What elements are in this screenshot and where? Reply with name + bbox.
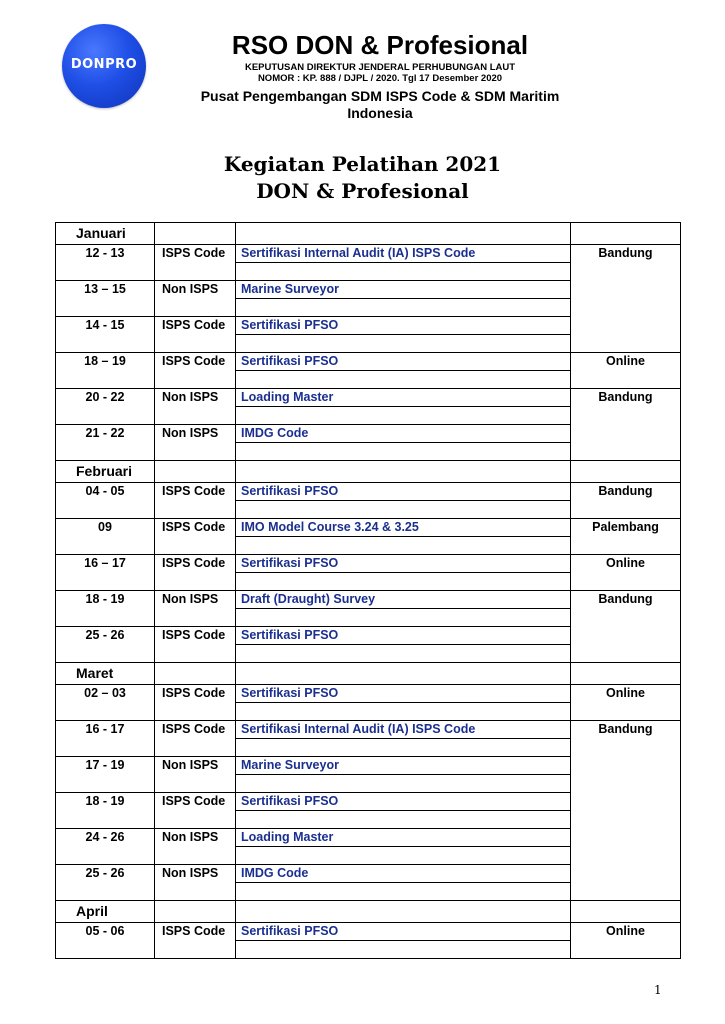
month-category-blank bbox=[155, 461, 236, 483]
date-cell: 16 – 17 bbox=[56, 555, 155, 573]
location-cell bbox=[571, 425, 681, 443]
month-location-blank bbox=[571, 461, 681, 483]
month-location-blank bbox=[571, 223, 681, 245]
course-cell: IMO Model Course 3.24 & 3.25 bbox=[236, 519, 571, 537]
month-category-blank bbox=[155, 901, 236, 923]
category-spacer bbox=[155, 407, 236, 425]
course-cell: Sertifikasi PFSO bbox=[236, 555, 571, 573]
location-cell bbox=[571, 829, 681, 847]
course-spacer bbox=[236, 847, 571, 865]
page-number: 1 bbox=[654, 983, 662, 997]
category-cell: Non ISPS bbox=[155, 757, 236, 775]
table-row-spacer bbox=[56, 941, 681, 959]
category-cell: ISPS Code bbox=[155, 245, 236, 263]
document-title: Kegiatan Pelatihan 2021 bbox=[223, 152, 502, 176]
month-name: Maret bbox=[56, 663, 155, 685]
date-spacer bbox=[56, 883, 155, 901]
table-row bbox=[56, 829, 681, 847]
date-spacer bbox=[56, 299, 155, 317]
date-cell: 20 - 22 bbox=[56, 389, 155, 407]
location-spacer bbox=[571, 847, 681, 865]
category-spacer bbox=[155, 883, 236, 901]
decree-line: KEPUTUSAN DIREKTUR JENDERAL PERHUBUNGAN LAUT bbox=[244, 62, 516, 73]
table-row-spacer bbox=[56, 371, 681, 389]
course-cell: Sertifikasi Internal Audit (IA) ISPS Code bbox=[236, 245, 571, 263]
location-cell: Bandung bbox=[571, 721, 681, 739]
category-spacer bbox=[155, 941, 236, 959]
table-row-spacer bbox=[56, 335, 681, 353]
course-spacer bbox=[236, 941, 571, 959]
location-cell bbox=[571, 627, 681, 645]
category-spacer bbox=[155, 573, 236, 591]
location-cell bbox=[571, 757, 681, 775]
course-spacer bbox=[236, 263, 571, 281]
date-spacer bbox=[56, 443, 155, 461]
location-spacer bbox=[571, 407, 681, 425]
location-cell: Bandung bbox=[571, 483, 681, 501]
location-cell: Bandung bbox=[571, 389, 681, 407]
date-spacer bbox=[56, 371, 155, 389]
table-row bbox=[56, 865, 681, 883]
course-spacer bbox=[236, 371, 571, 389]
date-cell: 14 - 15 bbox=[56, 317, 155, 335]
category-spacer bbox=[155, 263, 236, 281]
course-spacer bbox=[236, 501, 571, 519]
location-spacer bbox=[571, 371, 681, 389]
course-spacer bbox=[236, 703, 571, 721]
course-cell: Draft (Draught) Survey bbox=[236, 591, 571, 609]
category-spacer bbox=[155, 811, 236, 829]
table-row-spacer bbox=[56, 501, 681, 519]
location-spacer bbox=[571, 645, 681, 663]
location-cell bbox=[571, 865, 681, 883]
location-spacer bbox=[571, 775, 681, 793]
month-location-blank bbox=[571, 663, 681, 685]
category-spacer bbox=[155, 645, 236, 663]
category-spacer bbox=[155, 371, 236, 389]
center-name-line2: Indonesia bbox=[347, 105, 413, 121]
course-spacer bbox=[236, 407, 571, 425]
location-spacer bbox=[571, 573, 681, 591]
course-cell: Marine Surveyor bbox=[236, 281, 571, 299]
location-spacer bbox=[571, 739, 681, 757]
logo-text: DONPRO bbox=[70, 57, 138, 72]
month-course-blank bbox=[236, 223, 571, 245]
category-cell: Non ISPS bbox=[155, 389, 236, 407]
table-row-spacer bbox=[56, 847, 681, 865]
category-spacer bbox=[155, 443, 236, 461]
table-row bbox=[56, 353, 681, 371]
course-spacer bbox=[236, 443, 571, 461]
table-row bbox=[56, 793, 681, 811]
month-header-row bbox=[56, 663, 681, 685]
date-spacer bbox=[56, 775, 155, 793]
month-category-blank bbox=[155, 663, 236, 685]
course-cell: IMDG Code bbox=[236, 865, 571, 883]
course-cell: Sertifikasi PFSO bbox=[236, 793, 571, 811]
document-subtitle: DON & Profesional bbox=[256, 179, 469, 203]
date-cell: 09 bbox=[56, 519, 155, 537]
category-spacer bbox=[155, 609, 236, 627]
date-cell: 25 - 26 bbox=[56, 627, 155, 645]
location-cell: Palembang bbox=[571, 519, 681, 537]
table-row bbox=[56, 483, 681, 501]
month-header-row bbox=[56, 461, 681, 483]
course-cell: Sertifikasi PFSO bbox=[236, 685, 571, 703]
month-course-blank bbox=[236, 901, 571, 923]
course-spacer bbox=[236, 883, 571, 901]
month-name: Februari bbox=[56, 461, 155, 483]
month-name: April bbox=[56, 901, 155, 923]
date-spacer bbox=[56, 335, 155, 353]
location-spacer bbox=[571, 501, 681, 519]
location-cell: Online bbox=[571, 685, 681, 703]
category-cell: ISPS Code bbox=[155, 519, 236, 537]
course-cell: Sertifikasi PFSO bbox=[236, 353, 571, 371]
location-cell: Bandung bbox=[571, 245, 681, 263]
date-cell: 05 - 06 bbox=[56, 923, 155, 941]
course-cell: IMDG Code bbox=[236, 425, 571, 443]
month-location-blank bbox=[571, 901, 681, 923]
table-row-spacer bbox=[56, 299, 681, 317]
decree-number: NOMOR : KP. 888 / DJPL / 2020. Tgl 17 Desember 2020 bbox=[257, 73, 503, 84]
course-spacer bbox=[236, 299, 571, 317]
course-cell: Loading Master bbox=[236, 389, 571, 407]
category-cell: Non ISPS bbox=[155, 281, 236, 299]
donpro-logo bbox=[62, 24, 146, 108]
course-cell: Sertifikasi PFSO bbox=[236, 627, 571, 645]
course-cell: Sertifikasi Internal Audit (IA) ISPS Code bbox=[236, 721, 571, 739]
table-row bbox=[56, 721, 681, 739]
table-row bbox=[56, 923, 681, 941]
category-spacer bbox=[155, 299, 236, 317]
category-spacer bbox=[155, 537, 236, 555]
table-row-spacer bbox=[56, 609, 681, 627]
date-spacer bbox=[56, 537, 155, 555]
location-spacer bbox=[571, 443, 681, 461]
location-spacer bbox=[571, 335, 681, 353]
date-spacer bbox=[56, 739, 155, 757]
course-spacer bbox=[236, 537, 571, 555]
category-cell: ISPS Code bbox=[155, 923, 236, 941]
date-cell: 18 - 19 bbox=[56, 591, 155, 609]
date-spacer bbox=[56, 573, 155, 591]
category-cell: ISPS Code bbox=[155, 685, 236, 703]
table-row bbox=[56, 389, 681, 407]
date-spacer bbox=[56, 941, 155, 959]
category-cell: ISPS Code bbox=[155, 353, 236, 371]
table-row bbox=[56, 627, 681, 645]
course-cell: Sertifikasi PFSO bbox=[236, 923, 571, 941]
table-row bbox=[56, 425, 681, 443]
table-row bbox=[56, 317, 681, 335]
location-spacer bbox=[571, 609, 681, 627]
date-cell: 16 - 17 bbox=[56, 721, 155, 739]
category-spacer bbox=[155, 847, 236, 865]
location-spacer bbox=[571, 299, 681, 317]
table-row bbox=[56, 281, 681, 299]
category-cell: Non ISPS bbox=[155, 865, 236, 883]
category-spacer bbox=[155, 501, 236, 519]
month-course-blank bbox=[236, 663, 571, 685]
table-row-spacer bbox=[56, 645, 681, 663]
table-row-spacer bbox=[56, 573, 681, 591]
table-row bbox=[56, 757, 681, 775]
table-row bbox=[56, 685, 681, 703]
month-header-row bbox=[56, 223, 681, 245]
date-spacer bbox=[56, 645, 155, 663]
location-cell bbox=[571, 317, 681, 335]
month-name: Januari bbox=[56, 223, 155, 245]
category-spacer bbox=[155, 335, 236, 353]
table-row-spacer bbox=[56, 811, 681, 829]
table-row-spacer bbox=[56, 883, 681, 901]
table-row-spacer bbox=[56, 407, 681, 425]
category-cell: ISPS Code bbox=[155, 627, 236, 645]
category-spacer bbox=[155, 775, 236, 793]
center-name-line1: Pusat Pengembangan SDM ISPS Code & SDM Maritim bbox=[200, 88, 560, 104]
course-spacer bbox=[236, 775, 571, 793]
location-cell: Online bbox=[571, 353, 681, 371]
date-spacer bbox=[56, 407, 155, 425]
location-spacer bbox=[571, 883, 681, 901]
table-row-spacer bbox=[56, 739, 681, 757]
month-header-row bbox=[56, 901, 681, 923]
category-cell: ISPS Code bbox=[155, 483, 236, 501]
location-spacer bbox=[571, 263, 681, 281]
course-cell: Loading Master bbox=[236, 829, 571, 847]
course-spacer bbox=[236, 609, 571, 627]
location-cell: Online bbox=[571, 555, 681, 573]
table-row bbox=[56, 555, 681, 573]
course-spacer bbox=[236, 335, 571, 353]
date-cell: 13 – 15 bbox=[56, 281, 155, 299]
table-row-spacer bbox=[56, 263, 681, 281]
table-row bbox=[56, 591, 681, 609]
date-cell: 21 - 22 bbox=[56, 425, 155, 443]
category-cell: ISPS Code bbox=[155, 555, 236, 573]
course-cell: Marine Surveyor bbox=[236, 757, 571, 775]
date-spacer bbox=[56, 609, 155, 627]
training-schedule-table bbox=[55, 222, 681, 959]
month-category-blank bbox=[155, 223, 236, 245]
table-row bbox=[56, 245, 681, 263]
course-spacer bbox=[236, 811, 571, 829]
date-cell: 12 - 13 bbox=[56, 245, 155, 263]
location-spacer bbox=[571, 537, 681, 555]
location-cell: Bandung bbox=[571, 591, 681, 609]
course-spacer bbox=[236, 739, 571, 757]
table-row-spacer bbox=[56, 537, 681, 555]
month-course-blank bbox=[236, 461, 571, 483]
location-spacer bbox=[571, 941, 681, 959]
category-cell: ISPS Code bbox=[155, 721, 236, 739]
org-title: RSO DON & Profesional bbox=[231, 30, 529, 60]
category-cell: ISPS Code bbox=[155, 793, 236, 811]
date-spacer bbox=[56, 703, 155, 721]
location-spacer bbox=[571, 811, 681, 829]
date-cell: 04 - 05 bbox=[56, 483, 155, 501]
course-cell: Sertifikasi PFSO bbox=[236, 317, 571, 335]
date-cell: 18 – 19 bbox=[56, 353, 155, 371]
date-spacer bbox=[56, 847, 155, 865]
course-spacer bbox=[236, 645, 571, 663]
date-cell: 02 – 03 bbox=[56, 685, 155, 703]
location-cell bbox=[571, 793, 681, 811]
table-row bbox=[56, 519, 681, 537]
location-cell bbox=[571, 281, 681, 299]
schedule-body bbox=[56, 223, 681, 959]
date-spacer bbox=[56, 263, 155, 281]
location-spacer bbox=[571, 703, 681, 721]
table-row-spacer bbox=[56, 775, 681, 793]
date-cell: 18 - 19 bbox=[56, 793, 155, 811]
category-cell: Non ISPS bbox=[155, 425, 236, 443]
course-cell: Sertifikasi PFSO bbox=[236, 483, 571, 501]
date-cell: 17 - 19 bbox=[56, 757, 155, 775]
date-spacer bbox=[56, 501, 155, 519]
category-cell: Non ISPS bbox=[155, 591, 236, 609]
table-row-spacer bbox=[56, 703, 681, 721]
date-cell: 24 - 26 bbox=[56, 829, 155, 847]
table-row-spacer bbox=[56, 443, 681, 461]
category-spacer bbox=[155, 739, 236, 757]
date-spacer bbox=[56, 811, 155, 829]
category-spacer bbox=[155, 703, 236, 721]
date-cell: 25 - 26 bbox=[56, 865, 155, 883]
category-cell: Non ISPS bbox=[155, 829, 236, 847]
location-cell: Online bbox=[571, 923, 681, 941]
category-cell: ISPS Code bbox=[155, 317, 236, 335]
course-spacer bbox=[236, 573, 571, 591]
